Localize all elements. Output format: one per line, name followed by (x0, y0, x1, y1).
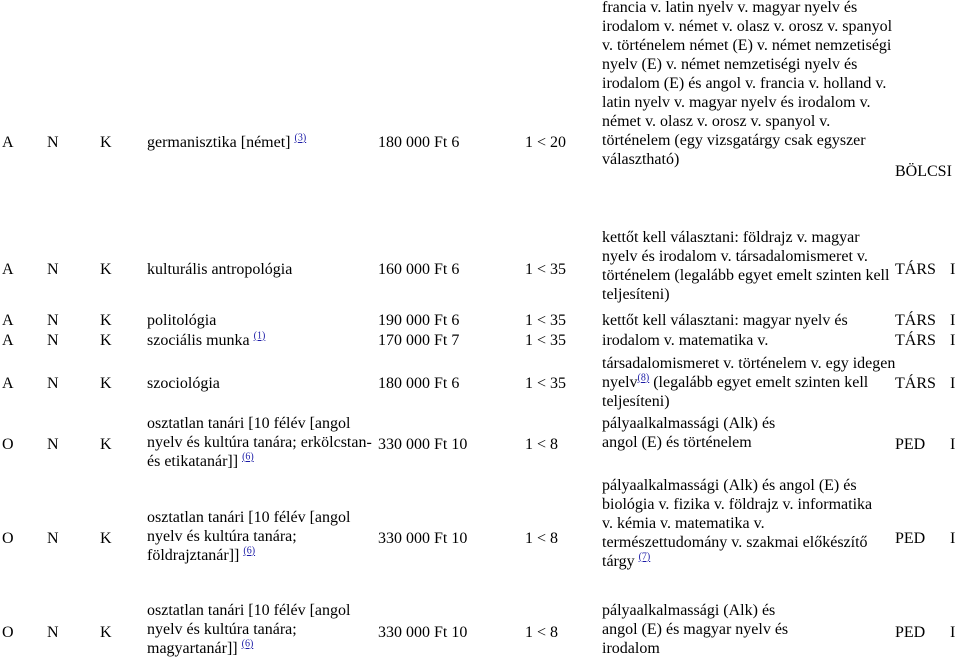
footnote-link[interactable]: (8) (637, 372, 650, 384)
program-name: szociológia (147, 375, 220, 392)
tuition-fee: 180 000 Ft 6 (378, 134, 460, 151)
faculty-area: BÖLCSI (895, 163, 952, 180)
level-code: A (2, 375, 14, 392)
training-code: I (950, 624, 956, 641)
level-code: O (2, 624, 14, 641)
required-subjects: társadalomismeret v. történelem v. egy idegen nyelv$^{(8)}$ (legalább egyet emelt szinten kell teljesíteni) (602, 355, 896, 410)
training-code: I (950, 332, 956, 349)
tuition-fee: 170 000 Ft 7 (378, 332, 460, 349)
required-subjects: irodalom v. matematika v. (602, 332, 769, 349)
level-code: O (2, 530, 14, 547)
faculty-area: TÁRS (895, 375, 936, 392)
tuition-fee: 330 000 Ft 10 (378, 436, 468, 453)
admission-ratio: 1 < 8 (525, 530, 559, 547)
faculty-area: PED (895, 530, 926, 547)
tuition-fee: 330 000 Ft 10 (378, 624, 468, 641)
finance-code: K (100, 436, 112, 453)
level-code: O (2, 436, 14, 453)
required-subjects: kettőt kell választani: földrajz v. magyar nyelv és irodalom v. társadalomismeret v. történelem (legalább egyet emelt szinten kell teljesíteni) (602, 229, 890, 303)
schedule-code: N (47, 436, 59, 453)
tuition-fee: 180 000 Ft 6 (378, 375, 460, 392)
tuition-fee: 160 000 Ft 6 (378, 261, 460, 278)
faculty-area: PED (895, 624, 926, 641)
training-code: I (950, 312, 956, 329)
faculty-area: PED (895, 436, 926, 453)
level-code: A (2, 332, 14, 349)
schedule-code: N (47, 134, 59, 151)
finance-code: K (100, 261, 112, 278)
program-name: germanisztika [német] $^{(3)}$ (147, 132, 307, 151)
footnote-link[interactable]: (7) (638, 551, 651, 563)
admission-ratio: 1 < 35 (525, 312, 567, 329)
level-code: A (2, 312, 14, 329)
training-code: I (950, 436, 956, 453)
footnote-link[interactable]: (1) (253, 330, 266, 342)
finance-code: K (100, 375, 112, 392)
tuition-fee: 330 000 Ft 10 (378, 530, 468, 547)
finance-code: K (100, 530, 112, 547)
admission-ratio: 1 < 8 (525, 624, 559, 641)
schedule-code: N (47, 375, 59, 392)
admission-ratio: 1 < 35 (525, 332, 567, 349)
program-name: osztatlan tanári [10 félév [angol nyelv és kultúra tanára; földrajztanár]] $^{(6)}$ (147, 509, 351, 564)
faculty-area: TÁRS (895, 261, 936, 278)
training-code: I (950, 375, 956, 392)
training-code: I (950, 261, 956, 278)
footnote-link[interactable]: (6) (242, 451, 254, 463)
footnote-link[interactable]: (6) (243, 545, 256, 557)
schedule-code: N (47, 261, 59, 278)
program-name: osztatlan tanári [10 félév [angol nyelv és kultúra tanára; erkölcstan- és etikatanár]] $^{(6)}$ (147, 415, 372, 470)
faculty-area: TÁRS (895, 332, 936, 349)
faculty-area: TÁRS (895, 312, 936, 329)
required-subjects: pályaalkalmassági (Alk) és angol (E) és történelem (602, 415, 776, 451)
program-name: kulturális antropológia (147, 261, 293, 278)
program-name: szociális munka $^{(1)}$ (147, 330, 266, 349)
admission-ratio: 1 < 20 (525, 134, 567, 151)
finance-code: K (100, 312, 112, 329)
tuition-fee: 190 000 Ft 6 (378, 312, 460, 329)
schedule-code: N (47, 312, 59, 329)
program-name: politológia (147, 312, 217, 329)
schedule-code: N (47, 624, 59, 641)
program-name: osztatlan tanári [10 félév [angol nyelv és kultúra tanára; magyartanár]] $^{(6)}$ (147, 602, 351, 657)
level-code: A (2, 261, 14, 278)
level-code: A (2, 134, 14, 151)
training-code: I (950, 530, 956, 547)
required-subjects: pályaalkalmassági (Alk) és angol (E) és biológia v. fizika v. földrajz v. informatika v. kémia v. matematika v. természettudomány v. szakmai előkészítő tárgy $^{(7)}$ (602, 477, 873, 570)
finance-code: K (100, 134, 112, 151)
footnote-link[interactable]: (6) (241, 638, 254, 650)
admission-ratio: 1 < 35 (525, 261, 567, 278)
finance-code: K (100, 332, 112, 349)
required-subjects: francia v. latin nyelv v. magyar nyelv és irodalom v. német v. olasz v. orosz v. spanyol v. történelem német (E) v. német nemzetiségi nyelv (E) v. német nemzetiségi nyelv és irodalom (E) és angol v. francia v. holland v. latin nyelv v. magyar nyelv és irodalom v. német v. olasz v. orosz v. spanyol v. történelem (egy vizsgatárgy csak egyszer választható) (602, 0, 893, 168)
footnote-link[interactable]: (3) (294, 132, 307, 144)
schedule-code: N (47, 332, 59, 349)
admission-ratio: 1 < 35 (525, 375, 567, 392)
required-subjects: pályaalkalmassági (Alk) és angol (E) és magyar nyelv és irodalom (602, 602, 789, 657)
schedule-code: N (47, 530, 59, 547)
admission-ratio: 1 < 8 (525, 436, 559, 453)
finance-code: K (100, 624, 112, 641)
required-subjects: kettőt kell választani: magyar nyelv és (602, 312, 848, 329)
